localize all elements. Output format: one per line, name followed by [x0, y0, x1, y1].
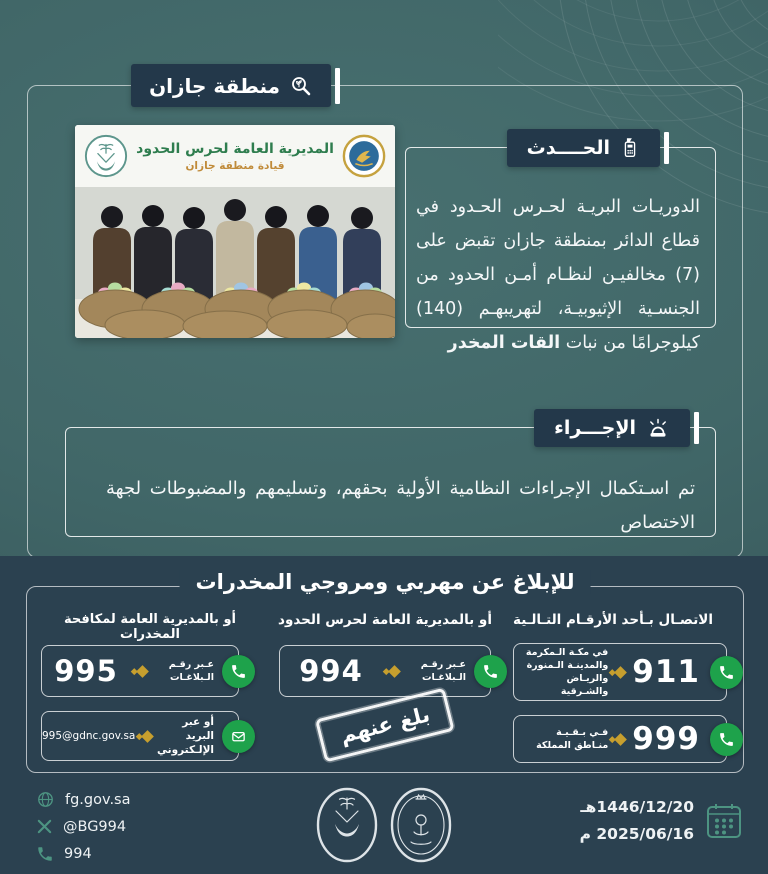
phone-number-994: 994: [299, 654, 363, 688]
phone-number-911: 911: [632, 654, 700, 690]
border-guard-badge: [389, 784, 453, 864]
gregorian-date: 2025/06/16 م: [579, 825, 694, 843]
calendar-icon: [704, 801, 744, 841]
footer-contacts: [36, 786, 131, 867]
event-title: الحــــدث: [526, 137, 610, 159]
numbers-column-header: الاتصـال بـأحد الأرقـام التـالـية: [513, 612, 713, 628]
x-social-icon: [36, 818, 53, 835]
dates: [580, 794, 694, 848]
event-body-text: الدوريـات البريـة لحـرس الحـدود في قطاع الدائر بمنطقة جازان تقبض على (7) مخالفيـن لنظـام أمـن الحدود من الجنسـية الإثيوبيـة، لتهريبهـم (140) كيلوجرامًا من نبات: [416, 196, 700, 353]
event-body: [406, 166, 715, 360]
narcotics-column-header: أو بالمديرية العامة لمكافحة المخدرات: [63, 612, 236, 642]
region-tag-box: [131, 64, 331, 107]
event-tag-box: [507, 129, 660, 167]
phone-icon: [222, 655, 255, 688]
phone-icon: [710, 723, 743, 756]
phone-icon: [474, 655, 507, 688]
procedure-tag-box: [534, 409, 690, 447]
photo-banner-title: المديرية العامة لحرس الحدود: [136, 140, 334, 157]
photo-banner-subtitle: قيادة منطقة جازان: [185, 159, 285, 172]
phone-999-pill: [513, 715, 727, 763]
border-guard-column-header: أو بالمديرية العامة لحرس الحدود: [278, 612, 492, 628]
email-pill: [41, 711, 239, 761]
website-row: [36, 786, 131, 813]
website-label: fg.gov.sa: [65, 791, 131, 808]
tag-accent-bar: [694, 412, 699, 444]
diamond-separator-icon: [137, 729, 153, 744]
globe-icon: [36, 790, 55, 809]
procedure-panel: [65, 417, 716, 537]
report-section: [0, 556, 768, 874]
report-frame: [26, 570, 744, 773]
suspects-and-seizure-scene: [75, 187, 395, 338]
report-title: للإبلاغ عن مهربي ومروجي المخدرات: [180, 570, 591, 594]
siren-icon: [646, 417, 670, 439]
procedure-tag: [534, 409, 699, 447]
x-handle-label: @BG994: [63, 818, 127, 835]
phone-label: 994: [64, 845, 92, 862]
tag-accent-bar: [664, 132, 669, 164]
hijri-date: 1446/12/20هـ: [580, 798, 694, 816]
phone-row: [36, 840, 131, 867]
region-tag: [131, 64, 340, 107]
event-tag: [507, 129, 669, 167]
radio-handset-icon: [620, 136, 640, 160]
email-value: 995@gdnc.gov.sa: [42, 730, 136, 742]
footer-dates: [580, 794, 744, 848]
phone-number-999: 999: [632, 721, 700, 757]
event-body-bold: القات المخدر: [447, 332, 561, 353]
diamond-separator-icon: [132, 664, 148, 679]
burlap-sacks: [79, 290, 395, 338]
photo-banner: [75, 125, 395, 187]
magnifier-plant-icon: [289, 74, 313, 98]
diamond-separator-icon: [610, 732, 626, 747]
phone-994-label: عـبر رقـم الـبلاغـات: [420, 659, 466, 683]
ministry-logo: [83, 132, 129, 180]
envelope-icon: [222, 720, 255, 753]
event-panel: [405, 137, 716, 353]
phone-icon: [710, 656, 743, 689]
procedure-body: تم اسـتكمال الإجراءات النظامية الأولية بحقهم، وتسليمهم والمضبوطات لجهة الاختصاص: [106, 478, 695, 533]
photo-banner-text: [129, 141, 341, 172]
ministry-badge: [315, 784, 379, 864]
border-guard-logo: [341, 132, 387, 180]
footer-logos: [315, 784, 453, 864]
phone-911-label: في مكـة الـمكرمة والمدينـة الـمنورة والريـاض والشـرقية: [525, 647, 609, 697]
phone-994-pill: [279, 645, 491, 697]
diamond-separator-icon: [610, 665, 626, 680]
report-them-stamp: بلغ عنهم: [315, 688, 455, 763]
evidence-photo: [75, 125, 395, 338]
procedure-title: الإجـــراء: [554, 417, 636, 439]
phone-icon: [36, 845, 54, 863]
region-tag-label: منطقة جازان: [149, 73, 280, 98]
x-row: [36, 813, 131, 840]
email-label: أو عبر البريد الإلـكتروني: [157, 716, 214, 756]
diamond-separator-icon: [384, 664, 400, 679]
tag-accent-bar: [335, 68, 340, 104]
phone-number-995: 995: [54, 654, 118, 688]
phone-995-pill: [41, 645, 239, 697]
phone-911-pill: [513, 643, 727, 701]
phone-995-label: عـبر رقـم الـبلاغـات: [168, 659, 214, 683]
phone-999-label: فـي بـقـيـة منـاطق المملكة: [536, 727, 609, 751]
